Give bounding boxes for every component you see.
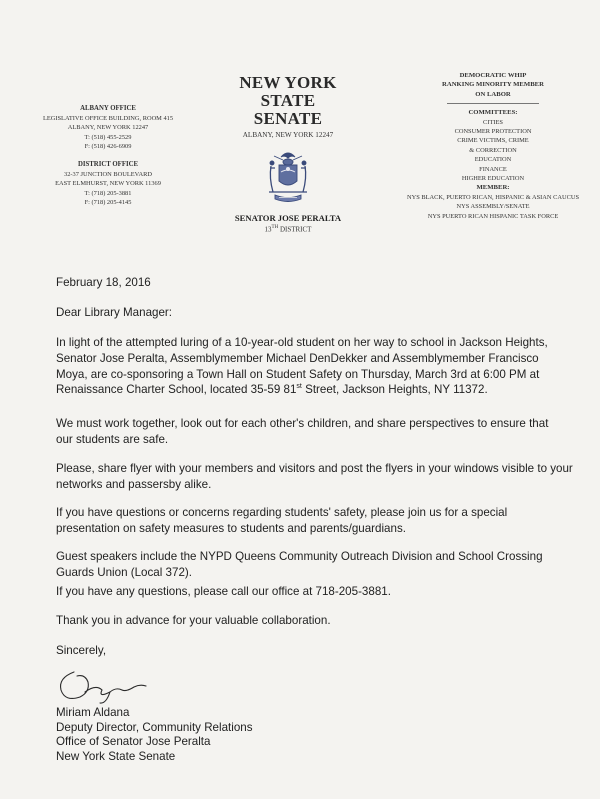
committee-item: FINANCE — [479, 165, 507, 173]
district-number: 13 — [264, 225, 272, 234]
senator-name: SENATOR JOSE PERALTA — [234, 213, 342, 223]
committee-item: CRIME VICTIMS, CRIME — [457, 137, 529, 145]
member-item: NYS BLACK, PUERTO RICAN, HISPANIC & ASIAN CAUCUS — [406, 193, 579, 201]
closing: Sincerely, — [56, 644, 107, 657]
albany-office-phone: T: (518) 455-2529 — [84, 133, 132, 141]
district-suffix: TH — [271, 225, 279, 230]
member-title: MEMBER: — [476, 184, 510, 192]
district-office-line1: 32-37 JUNCTION BOULEVARD — [64, 170, 152, 178]
committee-item: HIGHER EDUCATION — [461, 175, 525, 183]
paragraph-event — [56, 335, 568, 398]
signer-name: Miriam Aldana — [56, 706, 130, 719]
albany-office-line1: LEGISLATIVE OFFICE BUILDING, ROOM 415 — [42, 114, 174, 122]
paragraph-event-text: In light of the attempted luring of a 10-year-old student on her way to school in Jackson Heights, Senator Jose Peralta, Assemblymember Michael DenDekker and Assemblymember Francisco Moya, are co-sponsoring a Town Hall on Student Safety on Thursday, March 3rd at 6:00 PM at Renaissance Charter School, located 35-59 81 — [56, 336, 548, 397]
masthead-line3: SENATE — [253, 109, 323, 128]
salutation: Dear Library Manager: — [56, 306, 172, 319]
office-addresses — [28, 104, 188, 208]
ordinal-suffix: st — [296, 383, 302, 391]
committee-item: EDUCATION — [474, 156, 512, 164]
paragraph-contact: If you have any questions, please call our office at 718-205-3881. — [56, 585, 391, 598]
member-item: NYS ASSEMBLY/SENATE — [456, 203, 530, 211]
signer-org: New York State Senate — [56, 749, 176, 763]
paragraph-work-together: We must work together, look out for each other's children, and share perspectives to ensure that our students are safe. — [56, 417, 549, 446]
district-office-title: DISTRICT OFFICE — [77, 160, 139, 168]
member-item: NYS PUERTO RICAN HISPANIC TASK FORCE — [427, 212, 559, 220]
masthead-line1: NEW YORK — [239, 73, 337, 92]
senator-roles — [388, 71, 598, 221]
albany-office-title: ALBANY OFFICE — [80, 105, 136, 112]
committees-title: COMMITTEES: — [468, 109, 518, 117]
paragraph-event-text-end: Street, Jackson Heights, NY 11372. — [301, 383, 488, 397]
role-on-labor: ON LABOR — [475, 90, 511, 98]
albany-office-fax: F: (518) 426-6909 — [84, 143, 132, 151]
divider — [447, 103, 539, 104]
signer-office: Office of Senator Jose Peralta — [56, 735, 211, 749]
role-democratic-whip: DEMOCRATIC WHIP — [459, 72, 527, 79]
committee-item: CITIES — [483, 118, 503, 126]
paragraph-share-flyer: Please, share flyer with your members and visitors and post the flyers in your windows visible to your networks and passersby alike. — [56, 462, 573, 491]
signature-block — [56, 706, 253, 764]
district-office-phone: T: (718) 205-3881 — [84, 189, 132, 197]
paragraph-guest-speakers: Guest speakers include the NYPD Queens Community Outreach Division and School Crossing Guards Union (Local 372). — [56, 550, 543, 579]
handwritten-signature — [52, 662, 162, 708]
paragraph-thanks: Thank you in advance for your valuable collaboration. — [56, 614, 331, 627]
masthead-address: ALBANY, NEW YORK 12247 — [242, 131, 334, 139]
role-ranking-minority: RANKING MINORITY MEMBER — [442, 81, 544, 89]
district-word: DISTRICT — [279, 225, 312, 234]
district-office-fax: F: (718) 205-4145 — [84, 199, 132, 207]
masthead-line2: STATE — [260, 91, 316, 110]
signer-title: Deputy Director, Community Relations — [56, 720, 253, 734]
committee-item: CONSUMER PROTECTION — [454, 128, 532, 136]
senator-district — [228, 225, 348, 233]
albany-office-line2: ALBANY, NEW YORK 12247 — [67, 124, 149, 132]
district-office-line2: EAST ELMHURST, NEW YORK 11369 — [55, 180, 161, 188]
senate-masthead — [228, 74, 348, 233]
new-york-state-seal-icon — [261, 148, 315, 204]
paragraph-questions-concerns: If you have questions or concerns regarding students' safety, please join us for a special presentation on safety measures to students and parents/guardians. — [56, 506, 508, 535]
committee-item: & CORRECTION — [469, 146, 517, 154]
letter-date: February 18, 2016 — [56, 276, 151, 289]
